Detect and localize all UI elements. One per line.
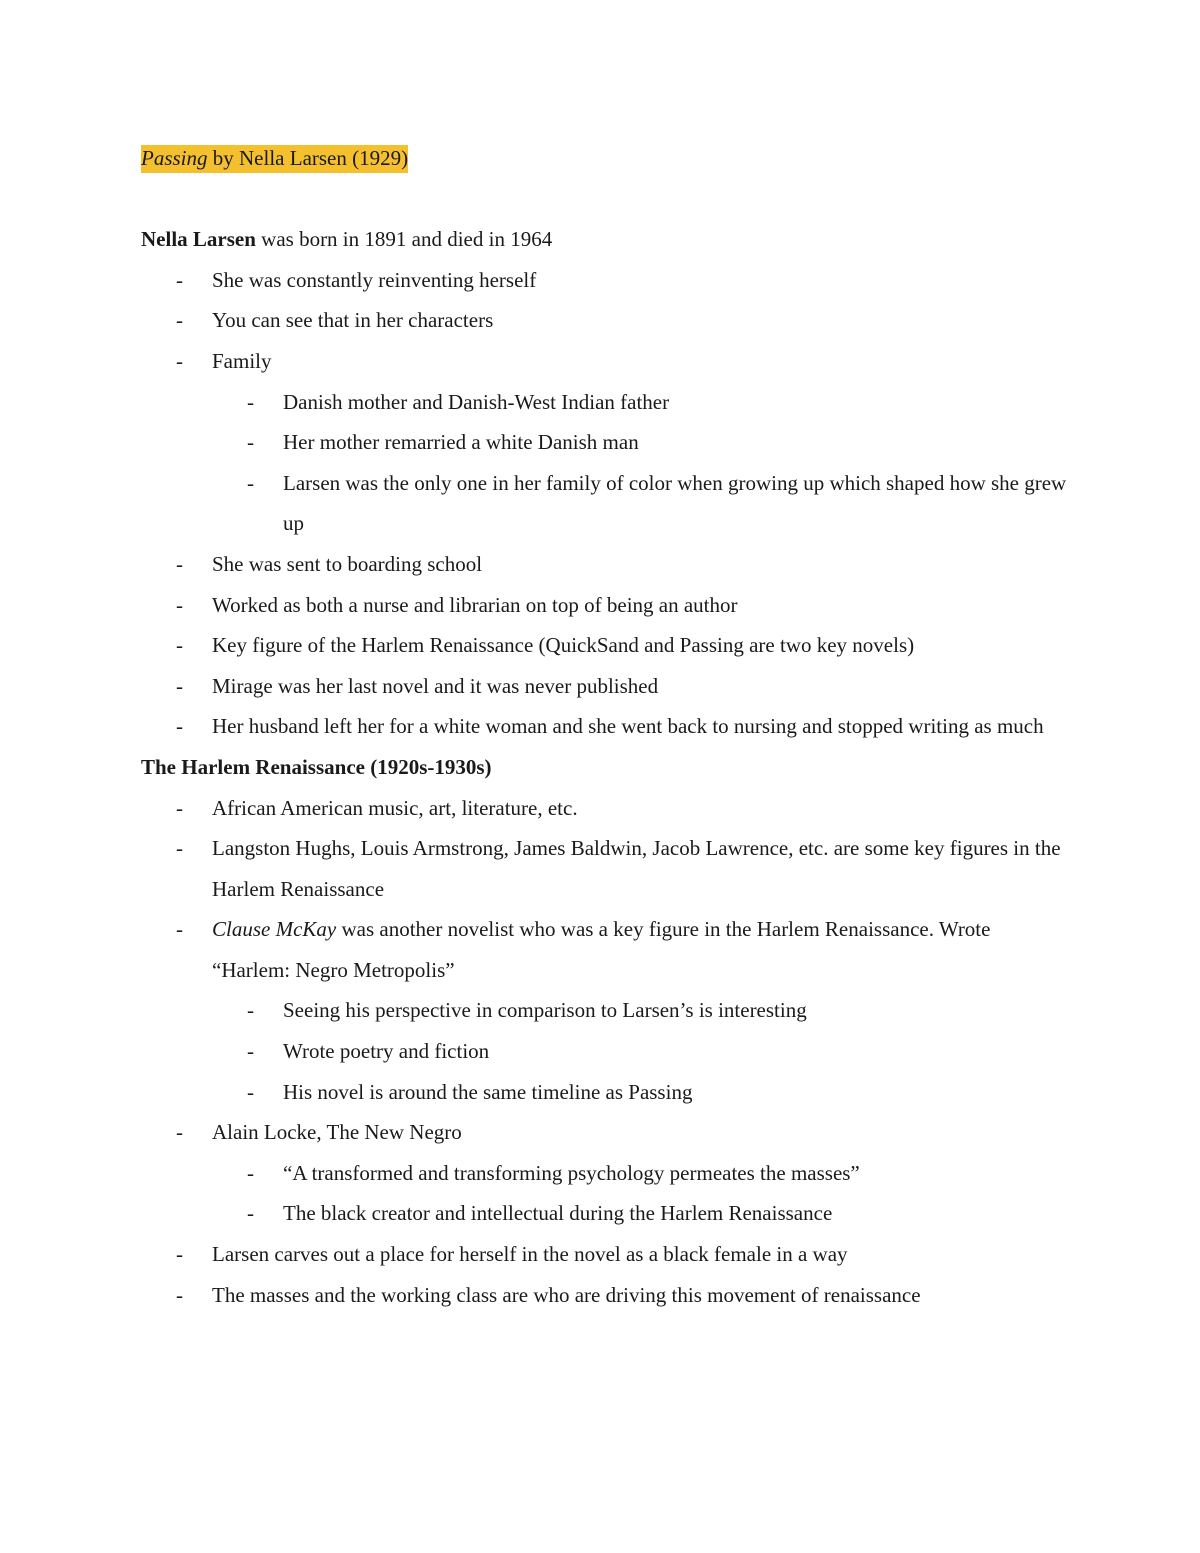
sublist-item <box>212 1153 1071 1194</box>
list-item-text: Key figure of the Harlem Renaissance (QuickSand and Passing are two key novels) <box>212 633 915 658</box>
bullet-dash: - <box>247 1039 254 1064</box>
bullet-dash: - <box>176 673 183 698</box>
list-item <box>141 544 1071 585</box>
sublist-item-text: His novel is around the same timeline as Passing <box>283 1079 693 1104</box>
bullet-dash: - <box>176 1282 183 1307</box>
bullet-dash: - <box>176 836 183 861</box>
list-item <box>141 585 1071 626</box>
list-item-text: Alain Locke, The New Negro <box>212 1120 462 1145</box>
list-item <box>141 666 1071 707</box>
sublist-item-text: Larsen was the only one in her family of color when growing up which shaped how she grew up <box>283 470 1067 536</box>
sublist-item <box>212 1193 1071 1234</box>
title-rest: by Nella Larsen (1929) <box>207 146 409 170</box>
bullet-dash: - <box>176 633 183 658</box>
sublist-item-text: Her mother remarried a white Danish man <box>283 430 639 455</box>
bullet-dash: - <box>247 430 254 455</box>
title-highlight <box>141 145 408 173</box>
bullet-dash: - <box>176 1120 183 1145</box>
sublist-item-text: The black creator and intellectual during the Harlem Renaissance <box>283 1201 833 1226</box>
list-item-text: Worked as both a nurse and librarian on top of being an author <box>212 592 738 617</box>
sublist-item-text: Seeing his perspective in comparison to Larsen’s is interesting <box>283 998 807 1023</box>
list-item-text: You can see that in her characters <box>212 308 494 333</box>
list-item-text: She was sent to boarding school <box>212 551 483 576</box>
harlem-list <box>141 788 1071 1316</box>
sublist-item-text: Wrote poetry and fiction <box>283 1039 490 1064</box>
list-item-text: The masses and the working class are who are driving this movement of renaissance <box>212 1282 921 1307</box>
list-item <box>141 788 1071 829</box>
list-item <box>141 260 1071 301</box>
bullet-dash: - <box>247 1201 254 1226</box>
list-item <box>141 1275 1071 1316</box>
sublist-item <box>212 1031 1071 1072</box>
list-item <box>141 828 1071 909</box>
list-item <box>141 300 1071 341</box>
list-item-text: Her husband left her for a white woman and she went back to nursing and stopped writing as much <box>212 714 1044 739</box>
larsen-list <box>141 260 1071 747</box>
section-heading-larsen <box>141 219 1071 260</box>
sublist-item-text: Danish mother and Danish-West Indian father <box>283 389 670 414</box>
list-item <box>141 625 1071 666</box>
list-item <box>141 706 1071 747</box>
sublist-item <box>212 463 1071 544</box>
title-italic: Passing <box>141 146 208 170</box>
bullet-dash: - <box>176 551 183 576</box>
bullet-dash: - <box>176 714 183 739</box>
sublist-item <box>212 990 1071 1031</box>
blank-line <box>141 179 1071 220</box>
heading-bold: Nella Larsen <box>141 227 256 252</box>
bullet-dash: - <box>247 1160 254 1185</box>
sublist-item <box>212 422 1071 463</box>
bullet-dash: - <box>176 795 183 820</box>
mckay-sublist <box>212 990 1071 1112</box>
bullet-dash: - <box>176 308 183 333</box>
list-item-text: Family <box>212 348 272 373</box>
list-item <box>141 1112 1071 1234</box>
list-item-text: Mirage was her last novel and it was never published <box>212 673 659 698</box>
document-content <box>141 138 1071 1315</box>
bullet-dash: - <box>176 1242 183 1267</box>
list-item-text: Langston Hughs, Louis Armstrong, James Baldwin, Jacob Lawrence, etc. are some key figures in the Harlem Renaissance <box>212 836 1061 901</box>
sublist-item <box>212 1072 1071 1113</box>
locke-sublist <box>212 1153 1071 1234</box>
heading-rest: was born in 1891 and died in 1964 <box>255 227 553 252</box>
bullet-dash: - <box>247 1079 254 1104</box>
bullet-dash: - <box>176 592 183 617</box>
list-item <box>141 1234 1071 1275</box>
bullet-dash: - <box>176 348 183 373</box>
document-title <box>141 138 1071 179</box>
mckay-italic: Clause McKay <box>212 917 337 942</box>
mckay-rest: was another novelist who was a key figure in the Harlem Renaissance. Wrote “Harlem: Negro Metropolis” <box>212 917 991 982</box>
bullet-dash: - <box>247 998 254 1023</box>
bullet-dash: - <box>247 389 254 414</box>
list-item-text: She was constantly reinventing herself <box>212 267 537 292</box>
list-item <box>141 341 1071 544</box>
list-item-text: African American music, art, literature, etc. <box>212 795 578 820</box>
bullet-dash: - <box>176 267 183 292</box>
family-sublist <box>212 382 1071 544</box>
sublist-item <box>212 382 1071 423</box>
list-item-text: Larsen carves out a place for herself in the novel as a black female in a way <box>212 1242 848 1267</box>
sublist-item-text: “A transformed and transforming psychology permeates the masses” <box>283 1160 860 1185</box>
bullet-dash: - <box>247 470 254 495</box>
list-item <box>141 909 1071 1112</box>
section-heading-harlem: The Harlem Renaissance (1920s-1930s) <box>141 754 492 779</box>
bullet-dash: - <box>176 917 183 942</box>
